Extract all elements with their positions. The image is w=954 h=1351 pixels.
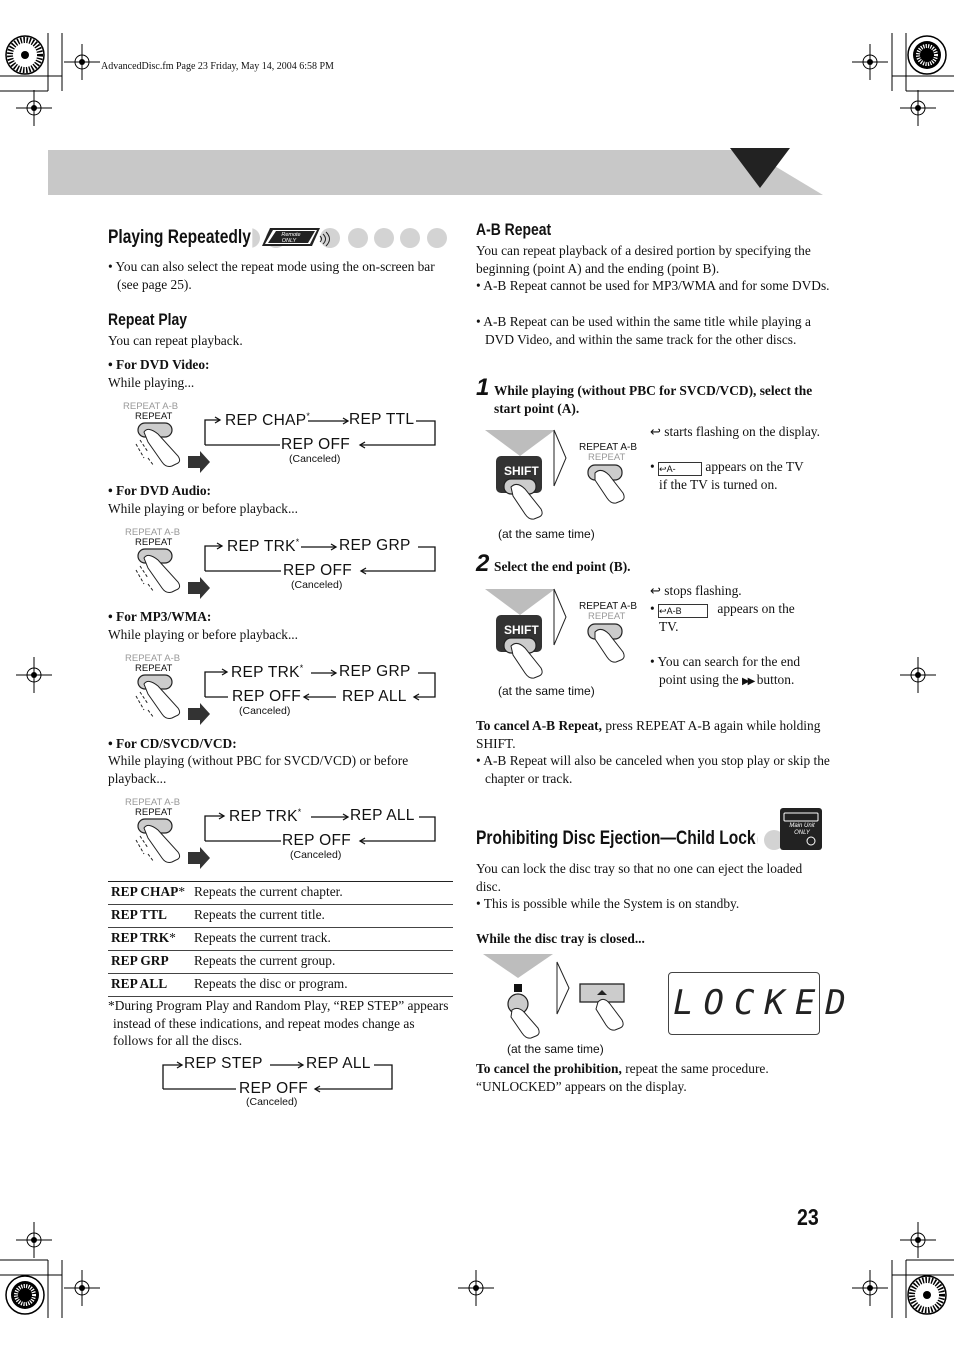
table-row: REP CHAP* Repeats the current chapter.	[108, 882, 453, 905]
dvd-video-diagram: REPEAT A-B REPEAT REP CHAP* REP TTL REP OFF (Canceled)	[108, 400, 453, 475]
svg-text:Remote: Remote	[281, 232, 301, 238]
step-1-osd-note: • ↩A- appears on the TV if the TV is turned on.	[650, 459, 804, 492]
locked-display: LOCKED	[668, 972, 820, 1035]
fast-forward-icon: ▶▶	[741, 675, 754, 687]
child-lock-intro: You can lock the disc tray so that no one can eject the loaded disc.	[476, 861, 803, 894]
section-title: Playing Repeatedly	[108, 227, 251, 248]
cd-diagram: REPEAT A-B REPEAT REP TRK* REP ALL REP OFF (Canceled)	[108, 796, 453, 871]
registration-sunburst-icon	[908, 1276, 946, 1314]
intro-bullet: • You can also select the repeat mode using the on-screen bar (see page 25).	[108, 259, 435, 292]
dvd-video-label: • For DVD Video:	[108, 357, 210, 372]
table-row: REP TRK* Repeats the current track.	[108, 928, 453, 951]
repeat-play-text: You can repeat playback.	[108, 333, 243, 348]
child-lock-diagram: (at the same time)	[480, 952, 640, 1058]
step-1-text: While playing (without PBC for SVCD/VCD), select the start point (A).	[494, 383, 813, 416]
rep-step-diagram: REP STEP REP ALL REP OFF (Canceled)	[160, 1052, 400, 1112]
step-2-diagram: SHIFT REPEAT A-B REPEAT (at the same time)	[485, 585, 645, 700]
step-1-diagram: SHIFT REPEAT A-B REPEAT (at the same time)	[485, 426, 645, 541]
page-banner	[48, 148, 824, 198]
step-2-number: 2	[476, 550, 490, 577]
ab-repeat-intro: You can repeat playback of a desired portion by specifying the beginning (point A) and the ending (point B).	[476, 243, 811, 276]
repeat-loop-icon: ↩	[650, 583, 661, 598]
while-closed-label: While the disc tray is closed...	[476, 931, 645, 946]
unlocked-text: “UNLOCKED” appears on the display.	[476, 1079, 687, 1094]
registration-sunburst-icon	[6, 36, 44, 74]
child-lock-title-bar: Main Unit ONLY Prohibiting Disc Ejection—Child Lock	[476, 808, 822, 852]
repeat-play-heading: Repeat Play	[108, 310, 188, 329]
cancel-ab-bullet: • A-B Repeat will also be canceled when you stop play or skip the chapter or track.	[476, 753, 830, 786]
mp3-wma-label: • For MP3/WMA:	[108, 609, 212, 624]
dvd-video-when: While playing...	[108, 375, 195, 390]
table-row: REP ALL Repeats the disc or program.	[108, 974, 453, 997]
section-title: Prohibiting Disc Ejection—Child Lock	[476, 828, 756, 849]
cd-label: • For CD/SVCD/VCD:	[108, 736, 237, 751]
page-number: 23	[797, 1204, 819, 1230]
repeat-modes-table	[108, 881, 453, 997]
playing-repeatedly-title-bar	[108, 226, 453, 252]
dvd-audio-when: While playing or before playback...	[108, 501, 298, 516]
remote-only-badge	[262, 228, 330, 246]
step-2-note: ↩ stops flashing.	[650, 583, 742, 598]
svg-text:ONLY: ONLY	[281, 238, 297, 244]
mp3-wma-when: While playing or before playback...	[108, 627, 298, 642]
step-2-search-note: • You can search for the end point using the ▶▶ button.	[650, 654, 801, 687]
ab-bullet: • A-B Repeat can be used within the same title while playing a DVD Video, and within the same track for the other discs.	[476, 314, 811, 347]
ab-repeat-heading: A-B Repeat	[476, 220, 552, 239]
registration-sunburst-icon	[6, 1276, 44, 1314]
mp3-wma-diagram: REPEAT A-B REPEAT REP TRK* REP GRP REP OFF REP ALL (Canceled)	[108, 652, 453, 727]
cd-when: While playing (without PBC for SVCD/VCD) or before playback...	[108, 753, 409, 786]
file-header: AdvancedDisc.fm Page 23 Friday, May 14, 2004 6:58 PM	[101, 61, 334, 72]
ab-bullet: • A-B Repeat cannot be used for MP3/WMA and for some DVDs.	[476, 278, 830, 293]
table-row: REP GRP Repeats the current group.	[108, 951, 453, 974]
table-row: REP TTL Repeats the current title.	[108, 905, 453, 928]
repeat-loop-icon: ↩	[650, 424, 661, 439]
repeat-loop-icon: ↩	[659, 464, 667, 474]
standby-eject-press-icon	[480, 952, 640, 1042]
cancel-lock-text: To cancel the prohibition, repeat the same procedure.	[476, 1061, 769, 1076]
step-2-osd-note: • ↩A-B appears on the TV.	[650, 601, 795, 634]
dvd-audio-diagram: REPEAT A-B REPEAT REP TRK* REP GRP REP OFF (Canceled)	[108, 526, 453, 601]
dvd-audio-label: • For DVD Audio:	[108, 483, 212, 498]
child-lock-bullet: • This is possible while the System is on standby.	[476, 896, 740, 911]
step-2-text: Select the end point (B).	[494, 559, 631, 574]
repeat-loop-icon: ↩	[659, 606, 667, 616]
registration-sunburst-icon	[908, 36, 946, 74]
step-1-number: 1	[476, 374, 490, 401]
step-1-note: ↩ starts flashing on the display.	[650, 424, 820, 439]
cancel-ab-text: To cancel A-B Repeat, press REPEAT A-B again while holding SHIFT.	[476, 718, 821, 751]
footnote: *During Program Play and Random Play, “REP STEP” appears instead of these indications, and repeat modes change as follows for all the discs.	[108, 998, 449, 1049]
